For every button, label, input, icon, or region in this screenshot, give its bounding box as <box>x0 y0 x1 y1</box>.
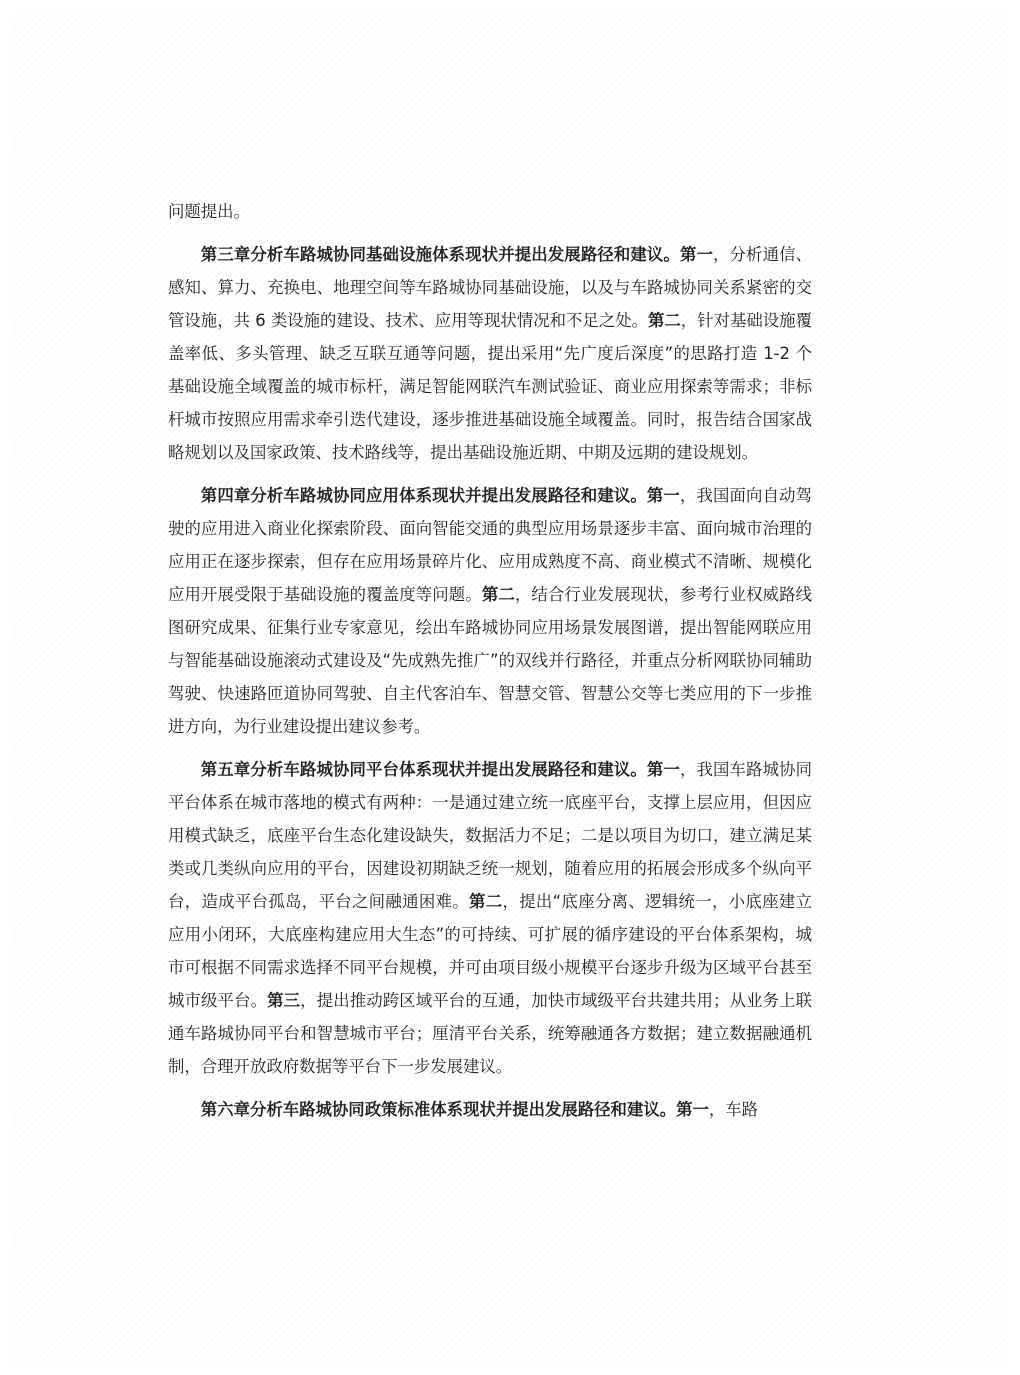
paragraph <box>168 479 812 743</box>
bold-text: 第二 <box>469 892 503 911</box>
text-run: ，针对基础设施覆盖率低、多头管理、缺乏互联互通等问题，提出采用“先广度后深度”的思路打造 1-2 个基础设施全域覆盖的城市标杆，满足智能网联汽车测试验证、商业应用探索等需求；非标杆城市按照应用需求牵引迭代建设，逐步推进基础设施全域覆盖。同时，报告结合国家战略规划以及国家政策、技术路线等，提出基础设施近期、中期及远期的建设规划。 <box>168 311 812 462</box>
text-run: ，分析通信、感知、算力、充换电、地理空间等车路城协同基础设施，以及与车路城协同关系紧密的交管设施，共 6 类设施的建设、技术、应用等现状情况和不足之处。 <box>168 245 813 330</box>
bold-text: 第三 <box>267 991 301 1010</box>
text-run: ，我国面向自动驾驶的应用进入商业化探索阶段、面向智能交通的典型应用场景逐步丰富、面向城市治理的应用正在逐步探索，但存在应用场景碎片化、应用成熟度不高、商业模式不清晰、规模化应用开展受限于基础设施的覆盖度等问题。 <box>168 486 813 604</box>
bold-text: 第六章分析车路城协同政策标准体系现状并提出发展路径和建议。第一 <box>200 1100 709 1119</box>
text-run: ，车路 <box>708 1100 759 1119</box>
text-run: ，我国车路城协同平台体系在城市落地的模式有两种：一是通过建立统一底座平台，支撑上层应用，但因应用模式缺乏，底座平台生态化建设缺失，数据活力不足；二是以项目为切口，建立满足某类或几类纵向应用的平台，因建设初期缺乏统一规划，随着应用的拓展会形成多个纵向平台，造成平台孤岛，平台之间融通困难。 <box>168 760 813 911</box>
text-run: ，结合行业发展现状，参考行业权威路线图研究成果、征集行业专家意见，绘出车路城协同应用场景发展图谱，提出智能网联应用与智能基础设施滚动式建设及“先成熟先推广”的双线并行路径，并重点分析网联协同辅助驾驶、快速路匝道协同驾驶、自主代客泊车、智慧交管、智慧公交等七类应用的下一步推进方向，为行业建设提出建议参考。 <box>168 585 813 736</box>
text-run: ，提出“底座分离、逻辑统一，小底座建立应用小闭环，大底座构建应用大生态”的可持续、可扩展的循序建设的平台体系架构，城市可根据不同需求选择不同平台规模，并可由项目级小规模平台逐步升级为区域平台甚至城市级平台。 <box>168 892 813 1010</box>
body-text <box>168 195 812 1136</box>
paragraph <box>168 753 812 1083</box>
bold-text: 第二 <box>648 311 681 330</box>
paragraph <box>168 238 812 469</box>
bold-text: 第四章分析车路城协同应用体系现状并提出发展路径和建议。第一 <box>200 486 680 505</box>
bold-text: 第二 <box>481 585 515 604</box>
bold-text: 第三章分析车路城协同基础设施体系现状并提出发展路径和建议。第一 <box>200 245 713 264</box>
bold-text: 第五章分析车路城协同平台体系现状并提出发展路径和建议。第一 <box>200 760 680 779</box>
document-page <box>12 12 1008 1363</box>
paragraph <box>168 1093 812 1126</box>
text-run: ，提出推动跨区域平台的互通，加快市域级平台共建共用；从业务上联通车路城协同平台和智慧城市平台；厘清平台关系，统筹融通各方数据；建立数据融通机制，合理开放政府数据等平台下一步发展建议。 <box>168 991 813 1076</box>
paragraph <box>168 195 812 228</box>
text-run: 问题提出。 <box>168 202 250 221</box>
